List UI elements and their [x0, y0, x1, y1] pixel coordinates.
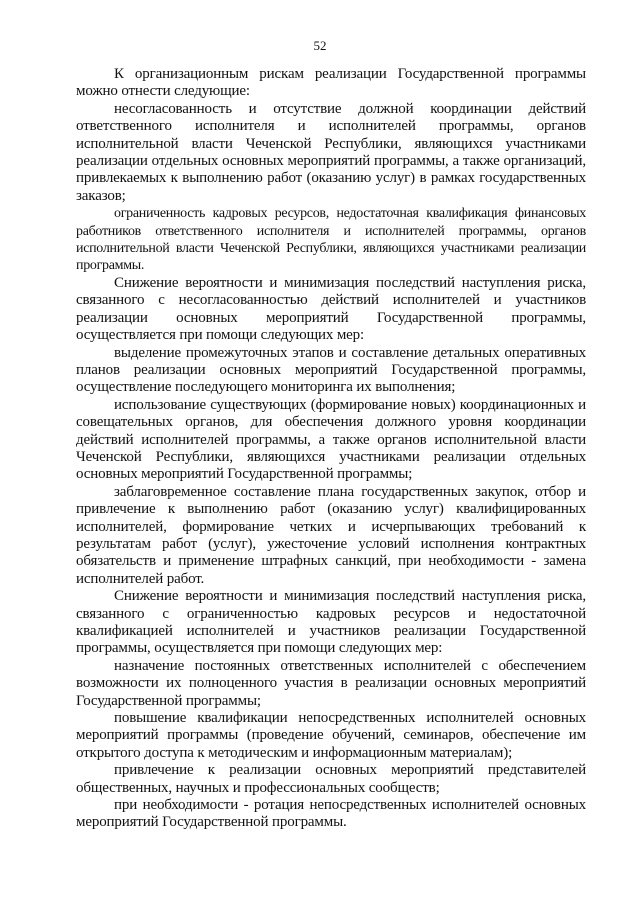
paragraph-measures-staff-intro: Снижение вероятности и минимизация последствий наступления риска, связанного с ограниченностью кадровых ресурсов и недостаточной квалификацией исполнителей и участников реализации Государственной программы, осуществляется при помощи следующих мер:	[76, 588, 586, 657]
paragraph-intro: К организационным рискам реализации Государственной программы можно отнести следующие:	[76, 66, 586, 100]
paragraph-risk-coordination: несогласованность и отсутствие должной координации действий ответственного исполнителя и исполнителей программы, органов исполнительной власти Чеченской Республики, являющихся участниками реализации отдельных основных мероприятий программы, а также организаций, привлекаемых к выполнению работ (оказанию услуг) в рамках государственных заказов;	[76, 100, 586, 204]
paragraph-measure-appointment: назначение постоянных ответственных исполнителей с обеспечением возможности их полноценного участия в реализации основных мероприятий Государственной программы;	[76, 657, 586, 709]
paragraph-measure-procurement: заблаговременное составление плана государственных закупок, отбор и привлечение к выполнению работ (оказанию услуг) квалифицированных исполнителей, формирование четких и исчерпывающих требований к результатам работ (услуг), ужесточение условий исполнения контрактных обязательств и применение штрафных санкций, при необходимости - замена исполнителей работ.	[76, 483, 586, 587]
page-number: 52	[313, 38, 327, 53]
document-body	[76, 66, 586, 832]
paragraph-measure-community: привлечение к реализации основных мероприятий представителей общественных, научных и профессиональных сообществ;	[76, 762, 586, 796]
paragraph-measure-rotation: при необходимости - ротация непосредственных исполнителей основных мероприятий Государственной программы.	[76, 797, 586, 831]
paragraph-measure-stages: выделение промежуточных этапов и составление детальных оперативных планов реализации основных мероприятий Государственной программы, осуществление последующего мониторинга их выполнения;	[76, 344, 586, 396]
paragraph-risk-staff: ограниченность кадровых ресурсов, недостаточная квалификация финансовых работников ответственного исполнителя и исполнителей программы, органов исполнительной власти Чеченской Республики, являющихся участниками реализации программы.	[76, 206, 586, 274]
paragraph-measure-bodies: использование существующих (формирование новых) координационных и совещательных органов, для обеспечения должного уровня координации действий исполнителей программы, а также органов исполнительной власти Чеченской Республики, являющихся участниками реализации отдельных основных мероприятий Государственной программы;	[76, 396, 586, 483]
paragraph-measures-coordination-intro: Снижение вероятности и минимизация последствий наступления риска, связанного с несогласованностью действий исполнителей и участников реализации основных мероприятий Государственной программы, осуществляется при помощи следующих мер:	[76, 274, 586, 344]
paragraph-measure-training: повышение квалификации непосредственных исполнителей основных мероприятий программы (проведение обучений, семинаров, обеспечение им открытого доступа к методическим и информационным материалам);	[76, 710, 586, 761]
